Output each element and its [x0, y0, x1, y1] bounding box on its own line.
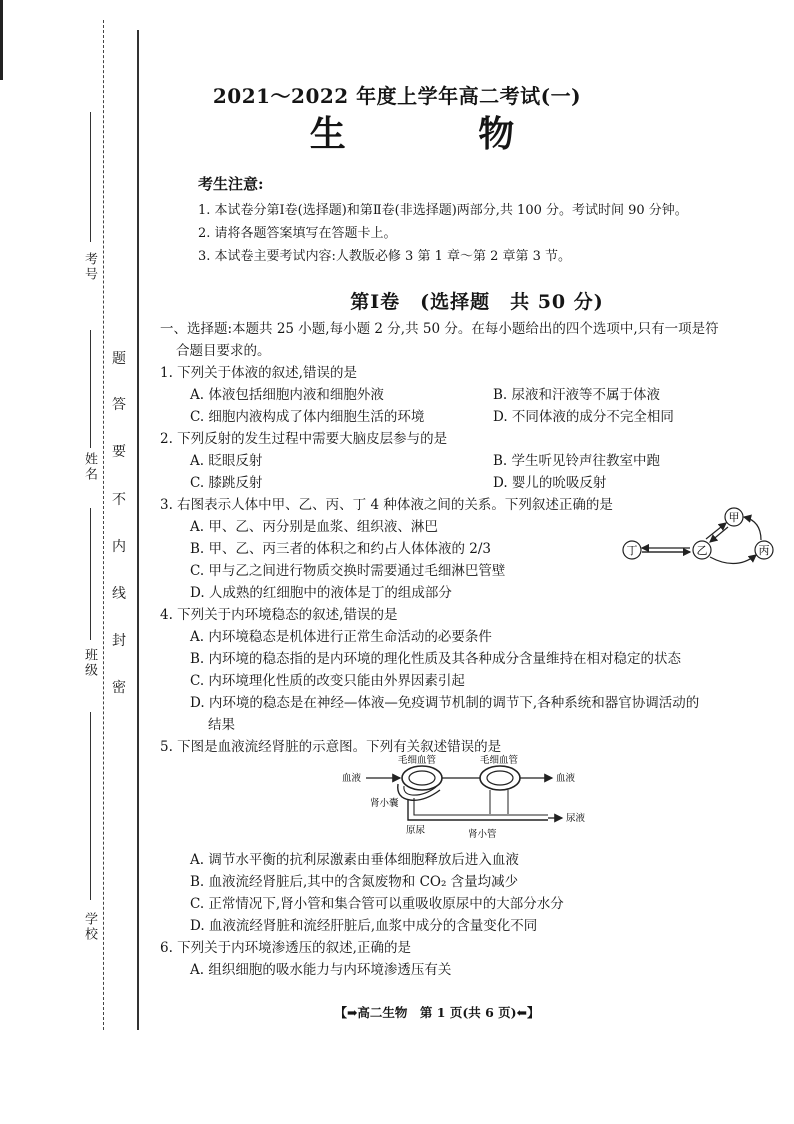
question-stem: 1. 下列关于体液的叙述,错误的是	[160, 365, 357, 381]
notice-item: 3. 本试卷主要考试内容:人教版必修 3 第 1 章～第 2 章第 3 节。	[198, 249, 572, 264]
body-fluid-diagram	[618, 505, 778, 575]
capillary-loop-2	[480, 766, 520, 790]
node-yi-label: 乙	[696, 544, 708, 557]
question-stem: 3. 右图表示人体中甲、乙、丙、丁 4 种体液之间的关系。下列叙述正确的是	[160, 497, 613, 513]
urine-label: 尿液	[566, 813, 586, 824]
binding-dashed-line	[103, 20, 104, 1030]
binding-char: 要	[112, 444, 126, 460]
capillary-loop-2-inner	[487, 771, 513, 785]
option-c: C. 内环境理化性质的改变只能由外界因素引起	[190, 673, 465, 689]
option-a: A. 调节水平衡的抗利尿激素由垂体细胞释放后进入血液	[190, 852, 519, 868]
notice-item: 1. 本试卷分第Ⅰ卷(选择题)和第Ⅱ卷(非选择题)两部分,共 100 分。考试时间 90 分钟。	[198, 203, 688, 218]
capillary-loop-1	[402, 766, 442, 790]
arrow-bing-to-jia	[744, 517, 761, 540]
option-d-continued: 结果	[208, 717, 235, 733]
option-a: A. 甲、乙、丙分别是血浆、组织液、淋巴	[190, 519, 438, 535]
section-heading: 第Ⅰ卷 (选择题 共 50 分)	[350, 291, 604, 313]
primary-urine-label: 原尿	[406, 825, 426, 836]
class-label: 班级	[82, 648, 97, 678]
arrow-yi-to-bing	[710, 555, 756, 564]
question-stem: 4. 下列关于内环境稳态的叙述,错误的是	[160, 607, 398, 623]
capillary-1-label: 毛细血管	[398, 755, 437, 766]
blood-in-label: 血液	[342, 773, 362, 784]
binding-char: 题	[112, 351, 126, 367]
option-b: B. 甲、乙、丙三者的体积之和约占人体体液的 2/3	[190, 541, 492, 557]
option-a: A. 体液包括细胞内液和细胞外液	[190, 387, 384, 403]
notice-heading: 考生注意:	[198, 175, 264, 193]
binding-char: 内	[112, 539, 126, 555]
capsule-label: 肾小囊	[370, 798, 399, 809]
option-d: D. 不同体液的成分不完全相同	[493, 409, 674, 425]
binding-solid-line	[137, 30, 139, 1030]
option-c: C. 细胞内液构成了体内细胞生活的环境	[190, 409, 425, 425]
option-a: A. 内环境稳态是机体进行正常生命活动的必要条件	[190, 629, 492, 645]
option-b: B. 学生听见铃声往教室中跑	[493, 453, 661, 469]
option-a: A. 组织细胞的吸水能力与内环境渗透压有关	[190, 962, 452, 978]
option-d: D. 内环境的稳态是在神经—体液—免疫调节机制的调节下,各种系统和器官协调活动的	[190, 695, 700, 711]
section-instruction: 一、选择题:本题共 25 小题,每小题 2 分,共 50 分。在每小题给出的四个选项中,只有一项是符	[160, 321, 719, 337]
option-a: A. 眨眼反射	[190, 453, 263, 469]
subject-title: 生 物	[309, 113, 575, 155]
option-b: B. 内环境的稳态指的是内环境的理化性质及其各种成分含量维持在相对稳定的状态	[190, 651, 682, 667]
node-ding-label: 丁	[626, 544, 638, 557]
option-c: C. 甲与乙之间进行物质交换时需要通过毛细淋巴管壁	[190, 563, 506, 579]
question-stem: 2. 下列反射的发生过程中需要大脑皮层参与的是	[160, 431, 448, 447]
binding-char: 密	[112, 680, 126, 696]
tubule-inner	[414, 798, 548, 815]
option-d: D. 人成熟的红细胞中的液体是丁的组成部分	[190, 585, 452, 601]
exam-no-label: 考号	[82, 252, 97, 282]
notice-item: 2. 请将各题答案填写在答题卡上。	[198, 226, 397, 241]
question-stem: 5. 下图是血液流经肾脏的示意图。下列有关叙述错误的是	[160, 739, 502, 755]
question-stem: 6. 下列关于内环境渗透压的叙述,正确的是	[160, 940, 411, 956]
option-b: B. 血液流经肾脏后,其中的含氮废物和 CO₂ 含量均减少	[190, 874, 519, 890]
section-instruction: 合题目要求的。	[176, 343, 271, 359]
left-edge-bar	[0, 0, 3, 80]
binding-char: 答	[112, 397, 126, 413]
option-c: C. 膝跳反射	[190, 475, 263, 491]
option-c: C. 正常情况下,肾小管和集合管可以重吸收原尿中的大部分水分	[190, 896, 564, 912]
blood-out-label: 血液	[556, 773, 576, 784]
school-fill-line	[90, 712, 91, 900]
tubule-label: 肾小管	[468, 829, 497, 840]
binding-char: 不	[112, 492, 126, 508]
kidney-blood-flow-diagram	[340, 754, 590, 844]
option-d: D. 婴儿的吮吸反射	[493, 475, 607, 491]
school-label: 学校	[82, 912, 97, 942]
tubule-outer	[408, 800, 548, 820]
node-jia-label: 甲	[728, 511, 740, 524]
page-footer: 【➡高二生物 第 1 页(共 6 页)⬅】	[334, 1005, 540, 1020]
name-fill-line	[90, 330, 91, 448]
option-b: B. 尿液和汗液等不属于体液	[493, 387, 661, 403]
exam-year-title: 2021～2022 年度上学年高二考试(一)	[212, 84, 582, 108]
binding-char: 封	[112, 633, 126, 649]
class-fill-line	[90, 508, 91, 640]
binding-char: 线	[112, 586, 126, 602]
node-bing-label: 丙	[758, 544, 770, 557]
option-d: D. 血液流经肾脏和流经肝脏后,血浆中成分的含量变化不同	[190, 918, 538, 934]
capillary-loop-1-inner	[409, 771, 435, 785]
capillary-2-label: 毛细血管	[480, 755, 519, 766]
name-label: 姓名	[82, 452, 97, 482]
